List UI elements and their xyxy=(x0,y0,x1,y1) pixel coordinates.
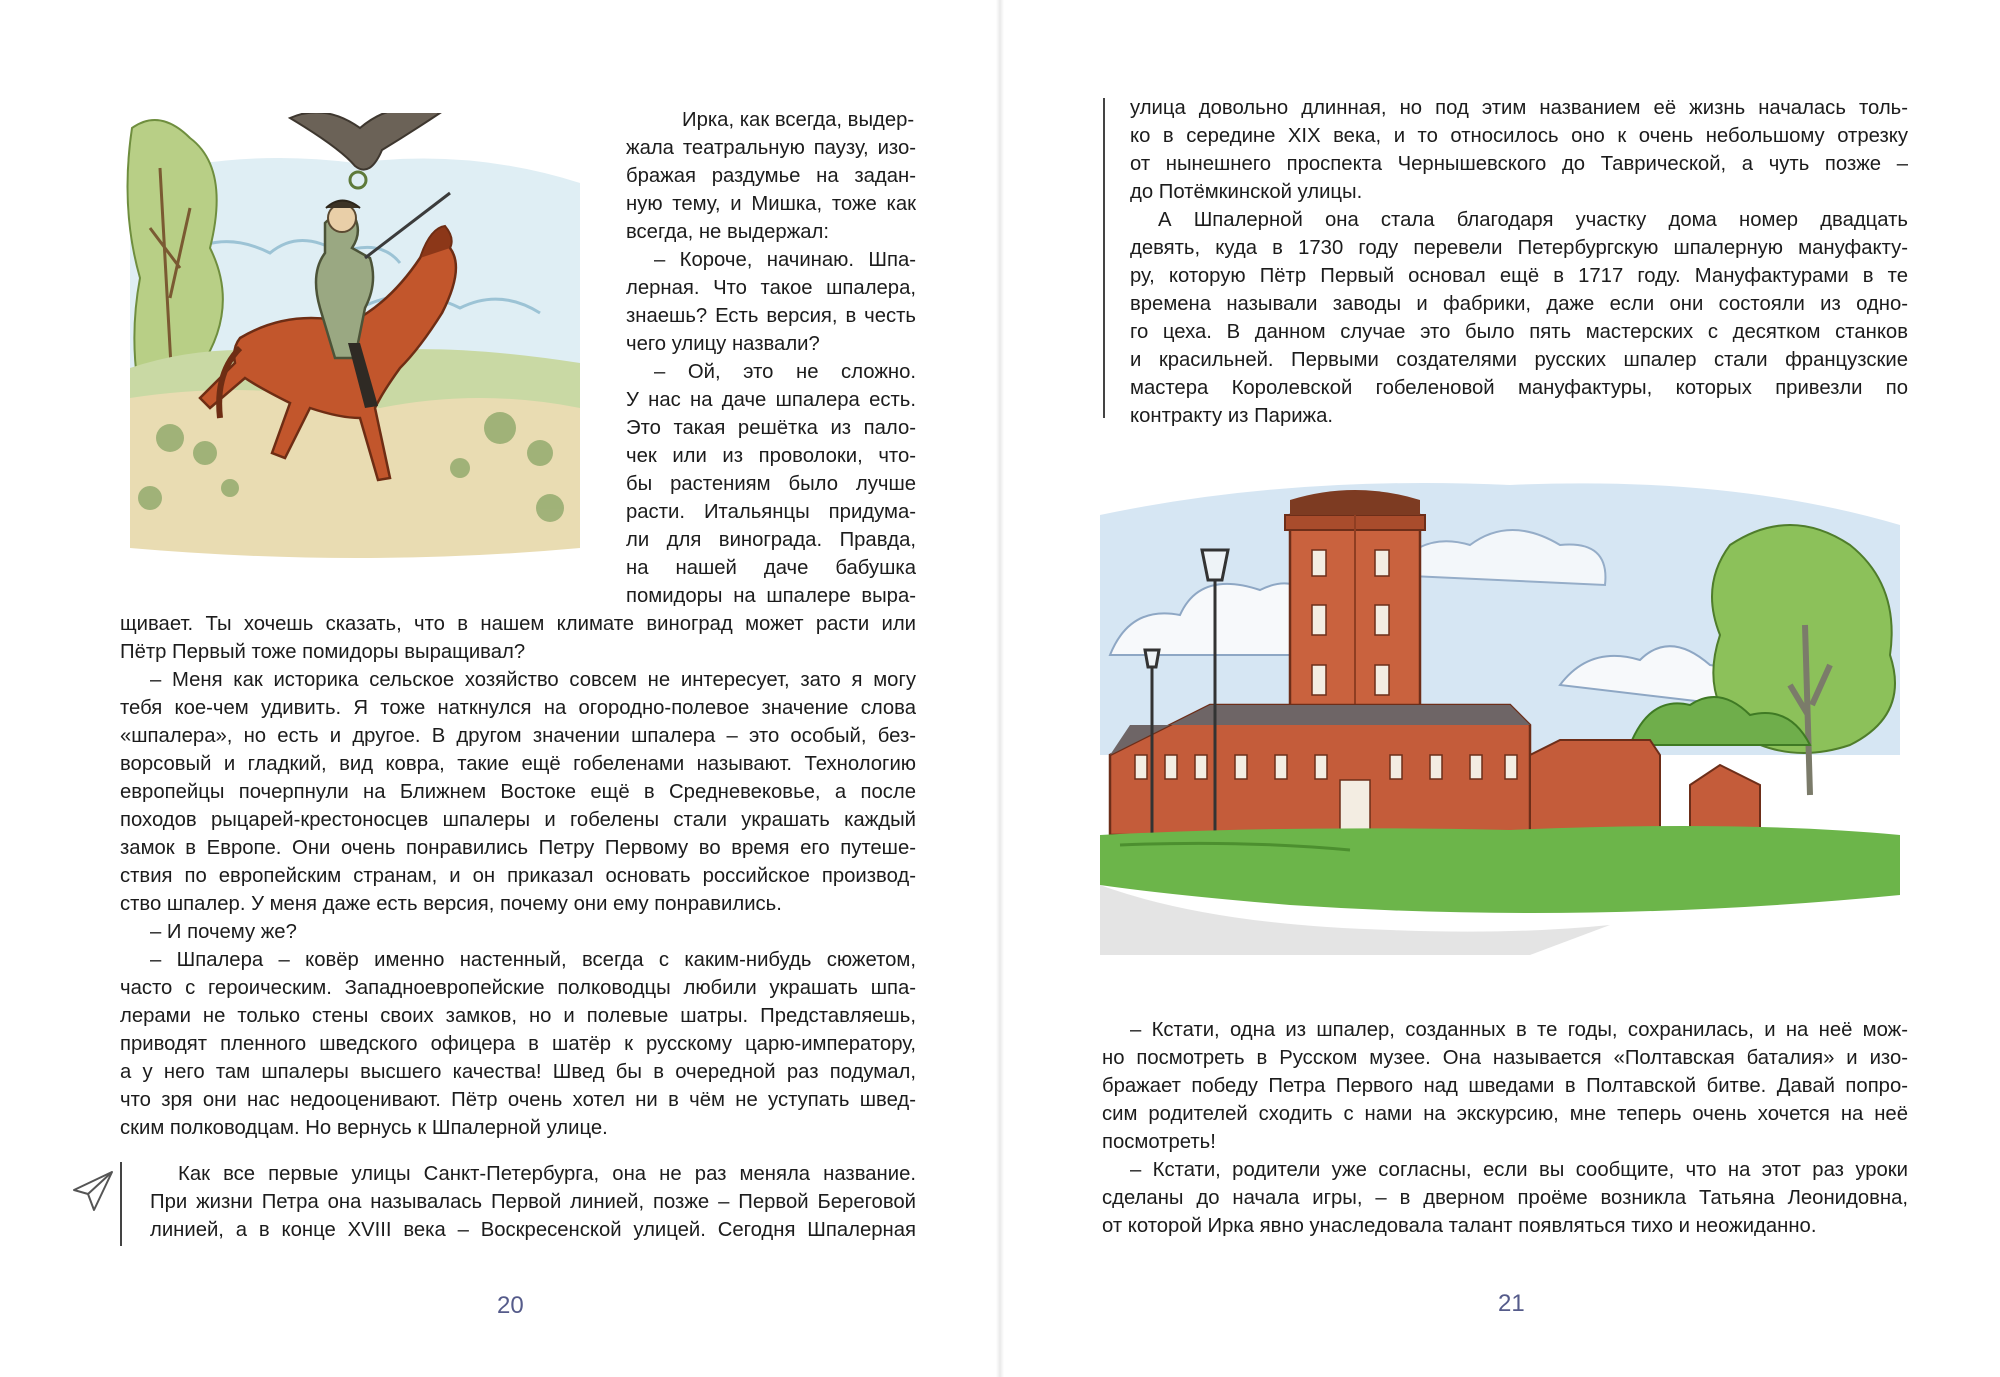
text-line: от нынешнего проспекта Чернышевского до Таврической, а чуть позже – xyxy=(1130,153,1908,175)
text-line: но посмотреть в Русском музее. Она называется «Полтавская баталия» и изо- xyxy=(1102,1047,1908,1069)
text-line: тебя кое-чем удивить. Я тоже наткнулся на огородно-полевое значение слова xyxy=(120,697,916,719)
text-line: замок в Европе. Они очень понравились Петру Первому во время его путеше- xyxy=(120,837,916,859)
text-line: бражает победу Петра Первого над шведами в Полтавской битве. Давай попро- xyxy=(1102,1075,1908,1097)
text-line: часто с героическим. Западноевропейские полководцы любили украшать шпа- xyxy=(120,977,916,999)
text-line: помидоры на шпалере выра- xyxy=(626,585,916,607)
text-line: – Кстати, одна из шпалер, созданных в те годы, сохранилась, и на неё мож- xyxy=(1130,1019,1908,1041)
peter-on-horse-illustration xyxy=(120,108,590,568)
text-line: на нашей даче бабушка xyxy=(626,557,916,579)
text-line: сделаны до начала игры, – в дверном проёме возникла Татьяна Леонидовна, xyxy=(1102,1187,1908,1209)
text-line: – Шпалера – ковёр именно настенный, всегда с каким-нибудь сюжетом, xyxy=(150,949,916,971)
text-line: ную тему, и Мишка, тоже как xyxy=(626,193,916,215)
text-line: го цеха. В данном случае это было пять мастерских с десятком станков xyxy=(1130,321,1908,343)
text-line: лерами не только стены своих замков, но и полевые шатры. Представляешь, xyxy=(120,1005,916,1027)
text-line: При жизни Петра она называлась Первой линией, позже – Первой Береговой xyxy=(150,1191,916,1213)
text-line: от которой Ирка явно унаследовала талант появляться тихо и неожиданно. xyxy=(1102,1215,1817,1237)
text-line: Это такая решётка из пало- xyxy=(626,417,916,439)
text-line: Как все первые улицы Санкт-Петербурга, она не раз меняла название. xyxy=(178,1163,916,1185)
text-line: а у него там шпалеры высшего качества! Швед бы в очередной раз подумал, xyxy=(120,1061,916,1083)
text-line: ским полководцам. Но вернусь к Шпалерной улице. xyxy=(120,1117,608,1139)
text-line: бы растениям было лучше xyxy=(626,473,916,495)
text-line: контракту из Парижа. xyxy=(1130,405,1334,427)
text-line: А Шпалерной она стала благодаря участку дома номер двадцать xyxy=(1158,209,1908,231)
text-line: – Кстати, родители уже согласны, если вы сообщите, что на этот раз уроки xyxy=(1130,1159,1908,1181)
text-line: линией, а в конце XVIII века – Воскресенской улицей. Сегодня Шпалерная xyxy=(150,1219,916,1241)
text-line: знаешь? Есть версия, в честь xyxy=(626,305,916,327)
text-line: до Потёмкинской улицы. xyxy=(1130,181,1363,203)
text-line: ствия по европейским странам, и он приказал основать российское производ- xyxy=(120,865,916,887)
text-line: посмотреть! xyxy=(1102,1131,1216,1153)
text-line: сим родителей сходить с нами на экскурсию, мне теперь очень хочется на неё xyxy=(1102,1103,1908,1125)
text-line: европейцы почерпнули на Ближнем Востоке ещё в Средневековье, а после xyxy=(120,781,916,803)
text-line: чего улицу назвали? xyxy=(626,333,820,355)
text-line: мастера Королевской гобеленовой мануфактуры, которых привезли по xyxy=(1130,377,1908,399)
text-line: Ирка, как всегда, выдер- xyxy=(682,109,915,131)
text-line: жала театральную паузу, изо- xyxy=(626,137,916,159)
text-line: «шпалера», но есть и другое. В другом значении шпалера – это особый, без- xyxy=(120,725,916,747)
text-line: ко в середине XIX века, и то относилось оно к очень небольшому отрезку xyxy=(1130,125,1908,147)
text-line: ру, которую Пётр Первый основал ещё в 1717 году. Мануфактурами в те xyxy=(1130,265,1908,287)
text-line: щивает. Ты хочешь сказать, что в нашем климате виноград может расти или xyxy=(120,613,916,635)
text-line: чек или из проволоки, что- xyxy=(626,445,916,467)
sidebar-rule xyxy=(120,1162,122,1246)
text-line: лерная. Что такое шпалера, xyxy=(626,277,916,299)
text-line: приводят пленного шведского офицера в шатёр к русскому царю-императору, xyxy=(120,1033,916,1055)
text-line: что зря они нас недооценивают. Пётр очень хотел ни в чём не уступать швед- xyxy=(120,1089,916,1111)
text-line: – Ой, это не сложно. xyxy=(654,361,916,383)
text-line: времена называли заводы и фабрики, даже если они состояли из одно- xyxy=(1130,293,1908,315)
text-line: – И почему же? xyxy=(150,921,297,943)
text-line: всегда, не выдержал: xyxy=(626,221,830,243)
page-number: 21 xyxy=(1498,1290,1525,1317)
text-line: – Короче, начинаю. Шпа- xyxy=(654,249,916,271)
right-page xyxy=(1000,0,2000,1377)
text-line: и красильней. Первыми создателями русских шпалер стали французские xyxy=(1130,349,1908,371)
text-line: девять, куда в 1730 году перевели Петербургскую шпалерную мануфакту- xyxy=(1130,237,1908,259)
text-line: ворсовый и гладкий, вид ковра, такие ещё гобеленами называют. Технологию xyxy=(120,753,916,775)
text-line: У нас на даче шпалера есть. xyxy=(626,389,916,411)
text-line: улица довольно длинная, но под этим названием её жизнь началась толь- xyxy=(1130,97,1908,119)
water-tower-illustration xyxy=(1090,455,1910,955)
text-line: Пётр Первый тоже помидоры выращивал? xyxy=(120,641,526,663)
text-line: походов рыцарей-крестоносцев шпалеры и гобелены стали украшать каждый xyxy=(120,809,916,831)
text-line: – Меня как историка сельское хозяйство совсем не интересует, зато я могу xyxy=(150,669,916,691)
sidebar-rule xyxy=(1103,98,1105,418)
text-line: бражая раздумье на задан- xyxy=(626,165,916,187)
text-line: ли для винограда. Правда, xyxy=(626,529,916,551)
text-line: расти. Итальянцы придума- xyxy=(626,501,916,523)
page-number: 20 xyxy=(497,1292,524,1319)
paper-plane-icon xyxy=(70,1168,116,1214)
text-line: ство шпалер. У меня даже есть версия, почему они ему понравились. xyxy=(120,893,782,915)
